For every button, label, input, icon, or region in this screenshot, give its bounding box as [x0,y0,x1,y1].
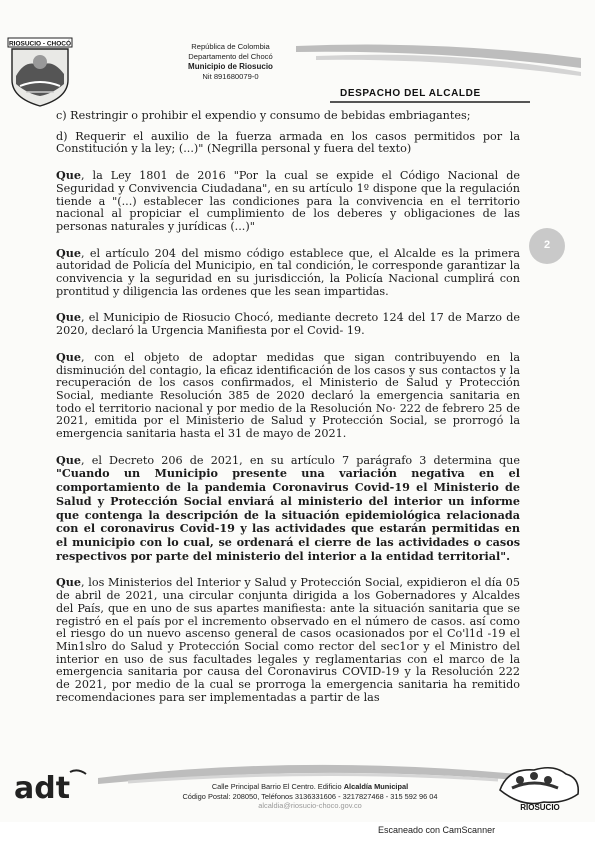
paragraph-resolucion-385: Que, con el objeto de adoptar medidas que sigan contribuyendo en la disminución del contagio, la eficaz identificación de los casos y sus contactos y la recuperación de los casos confirmados, el Ministerio de Salud y Protección Social, mediante Resolución 385 de 2020 declaró la emergencia sanitaria en todo el territorio nacional y por medio de la Resolución No· 222 de febrero 25 de 2021, emitida por el Ministerio de Salud y Protección Social, se prorrogó la emergencia sanitaria hasta el 31 de mayo de 2021. [56,349,520,441]
paragraph-decreto-206: Que, el Decreto 206 de 2021, en su artículo 7 parágrafo 3 determina que "Cuando un Municipio presente una variación negativa en el comportamiento de la pandemia Coronavirus Covid-19 el Ministerio de Salud y Protección Social enviará al ministerio del interior un informe que contenga la descripción de la situación epidemiológica relacionada con el coronavirus Covid-19 y las actividades que estarán permitidas en el municipio con lo cual, se ordenará el cierre de las actividades o casos respectivos por parte del ministerio del interior a la entidad territorial". [56,452,520,563]
office-title: DESPACHO DEL ALCALDE [340,88,481,99]
riosucio-map-logo [494,760,586,812]
municipal-shield-logo [6,36,74,108]
header-line-country: República de Colombia [191,42,270,51]
scanner-bar [0,822,595,842]
svg-text:RIOSUCIO: RIOSUCIO [520,803,560,812]
footer-address: Calle Principal Barrio El Centro. Edificio Alcaldía Municipal [211,782,409,791]
paragraph-circular-conjunta: Que, los Ministerios del Interior y Salud y Protección Social, expidieron el día 05 de abril de 2021, una circular conjunta dirigida a los Gobernadores y Alcaldes del País, que en uno de sus apartes manifiesta: ante la situación sanitaria que se registró en el país por el incremento observado en el número de casos. así como el riesgo do un nuevo ascenso general de casos ocasionados por el Co'l1d -19 el Min1slro do Salud y Protección Social como rector del sec1or y el Ministro del interior en uso de sus facultades legales y reglamentarias con el marco de la emergencia sanitaria por causa del Coronavirus COVID-19 y la Resolución 222 de 2021, por medio de la cual se prorroga la emergencia sanitaria ha remitido recomendaciones para ser implementadas a partir de las [56,575,520,704]
office-title-underline [330,101,530,103]
paragraph-articulo-204: Que, el artículo 204 del mismo código establece que, el Alcalde es la primera autoridad de Policía del Municipio, en tal condición, le corresponde garantizar la convivencia y la seguridad en su jurisdicción, la Policía Nacional cumplirá con prontitud y diligencia las ordenes que les sean impartidas. [56,245,520,298]
adt-logo [12,766,92,804]
document-body [56,110,520,717]
footer-contact [140,782,480,811]
header-institution [168,42,293,82]
header-line-municipality: Municipio de Riosucio [188,62,273,71]
paragraph-c: c) Restringir o prohibir el expendio y consumo de bebidas embriagantes; [56,109,471,122]
svg-text:adt: adt [14,771,71,804]
scanner-watermark: Escaneado con CamScanner [378,825,496,835]
footer-phones: Código Postal: 208050, Teléfonos 3136331606 - 3217827468 - 315 592 96 04 [182,791,438,801]
header-line-nit: Nit 891680079-0 [202,72,259,81]
header-line-department: Departamento del Chocó [188,52,273,61]
paragraph-d: d) Requerir el auxilio de la fuerza armada en los casos permitidos por la Constitución y la ley; (...)" (Negrilla personal y fuera del texto) [56,129,520,156]
paragraph-decreto-124: Que, el Municipio de Riosucio Chocó, mediante decreto 124 del 17 de Marzo de 2020, declaró la Urgencia Manifiesta por el Covid- 19. [56,310,520,338]
header-swoosh-decoration [296,42,581,82]
page-number-badge: 2 [529,228,565,264]
footer-email: alcaldia@riosucio-choco.gov.co [258,801,362,811]
paragraph-ley-1801: Que, la Ley 1801 de 2016 "Por la cual se expide el Código Nacional de Seguridad y Convivencia Ciudadana", en su artículo 1º dispone que la regulación tiende a "(...) establecer las condiciones para la convivencia en el territorio nacional al propiciar el cumplimiento de los deberes y obligaciones de las personas naturales y jurídicas (...)" [56,168,520,233]
logo-label: RIOSUCIO - CHOCÓ [8,40,72,48]
